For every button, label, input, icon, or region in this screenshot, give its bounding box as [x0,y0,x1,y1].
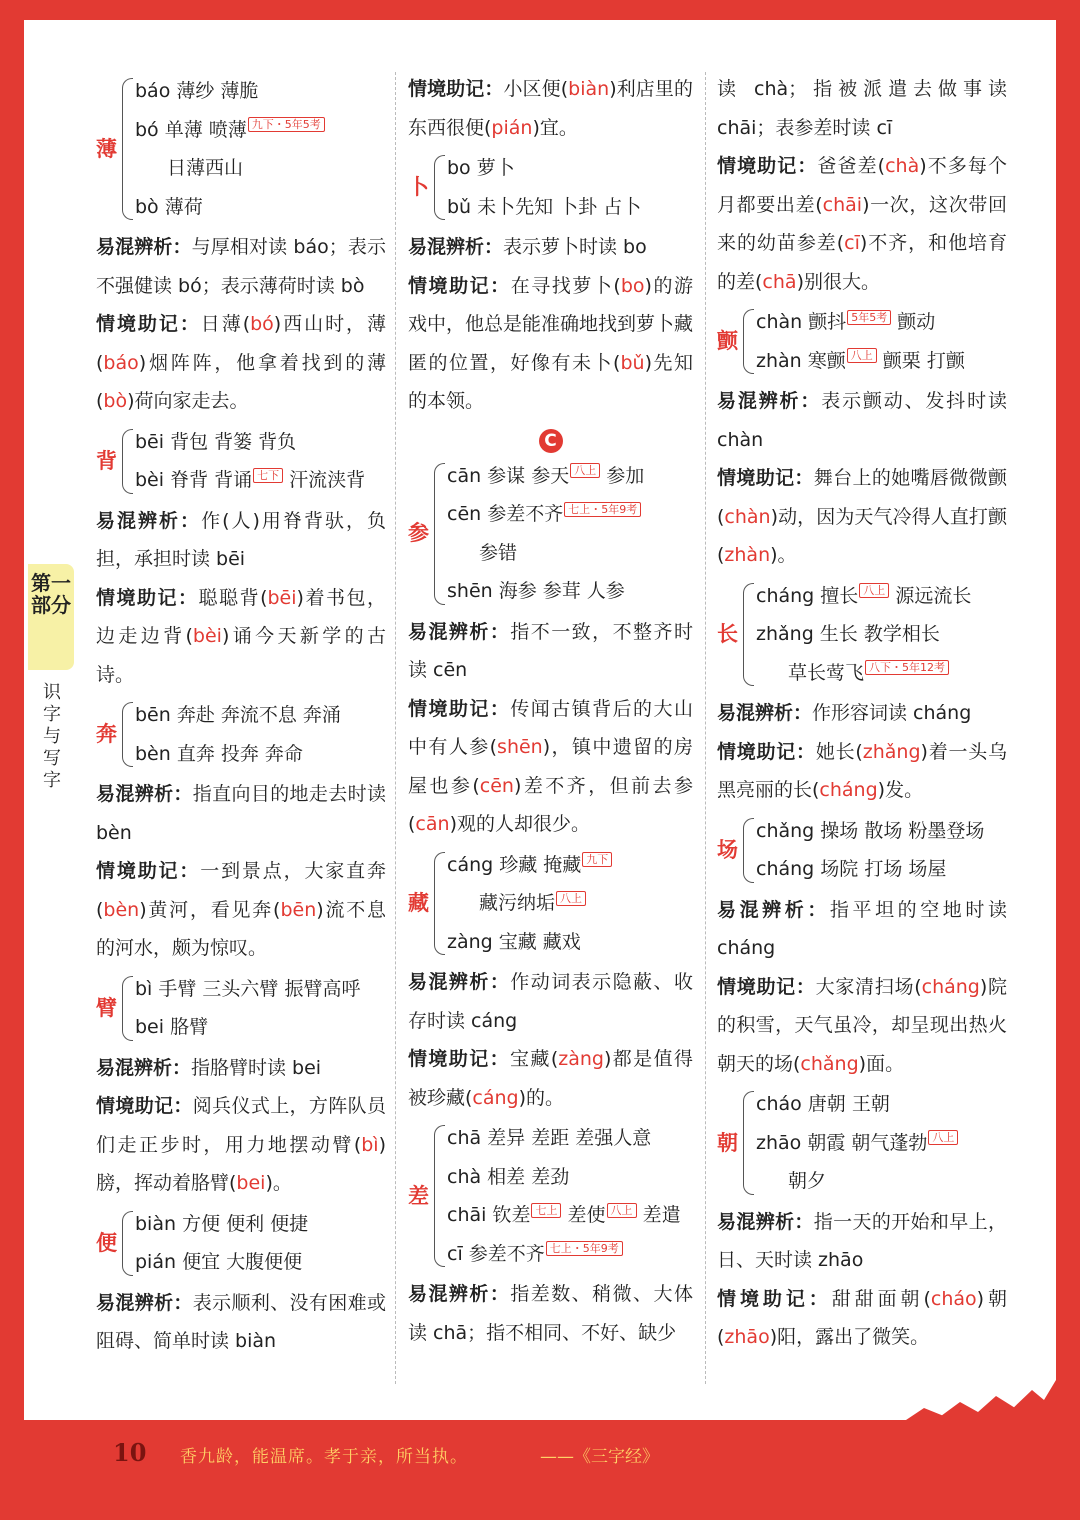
page-number: 10 [113,1438,147,1467]
reading-line: cēn 参差不齐 七上・5年9考 [447,495,693,534]
reading-line: cháng 擅长 八上 源远流长 [756,584,972,607]
reading-line: chà 相差 差劲 [447,1165,570,1188]
exam-tag: 九下 [582,852,612,867]
reading-line: 藏污纳垢 八上 [447,884,693,923]
column-1 [96,70,386,1361]
head-char: 薄 [96,136,117,161]
confusion-note: 易混辨析：表示萝卜时读 bo [408,236,647,258]
head-char: 背 [96,448,117,473]
exam-tag: 八上 [570,463,600,478]
memory-note: 情境助记：在寻找萝卜(bo)的游戏中，他总是能准确地找到萝卜藏匿的位置，好像有未卜(bǔ)先知的本领。 [408,274,694,412]
confusion-note-continued: 读 chà；指被派遣去做事读 chāi；表参差时读 cī [717,78,1007,139]
confusion-note: 易混辨析：指平坦的空地时读 cháng [717,898,1007,959]
exam-tag: 七上・5年9考 [564,502,641,517]
exam-tag: 5年5考 [847,310,891,325]
reading-line: zàng 宝藏 藏戏 [447,930,581,953]
reading-line: bò 薄荷 [135,195,203,218]
column-3 [717,70,1007,1357]
exam-tag: 九下・5年5考 [248,117,325,132]
entry-can [408,457,693,611]
part-tab: 第一部分 [28,564,74,670]
memory-note: 情境助记：日薄(bó)西山时，薄(báo)烟阵阵，他拿着找到的薄(bò)荷向家走去。 [96,313,386,412]
exam-tag: 七上・5年9考 [546,1241,623,1256]
exam-tag: 七上 [531,1203,561,1218]
confusion-note: 易混辨析：指差数、稍微、大体读 chā；指不相同、不好、缺少 [408,1283,693,1344]
head-char: 朝 [717,1130,738,1155]
confusion-note: 易混辨析：作形容词读 cháng [717,702,972,724]
head-char: 参 [408,521,429,546]
reading-line: biàn 方便 便利 便捷 [135,1212,309,1235]
entry-cha [408,1119,693,1273]
reading-line: cān 参谋 参天 八上 参加 [447,464,645,487]
reading-line: zhàn 寒颤 八上 颤栗 打颤 [756,349,965,372]
brace [434,852,445,956]
column-divider [395,72,396,1384]
reading-line: 日薄西山 [167,157,244,179]
reading-line: 参错 [479,541,518,564]
reading-line: báo 薄纱 薄脆 [135,80,259,102]
reading-line: cī 参差不齐 七上・5年9考 [447,1235,693,1274]
reading-line: bǔ 未卜先知 卜卦 占卜 [447,195,642,218]
confusion-note: 易混辨析：指一天的开始和早上，日、天时读 zhāo [717,1210,1007,1271]
memory-note: 情境助记：舞台上的她嘴唇微微颤(chàn)动，因为天气冷得人直打颤(zhàn)。 [717,467,1007,566]
reading-line: shēn 海参 参茸 人参 [447,580,625,602]
reading-line: cáng 珍藏 掩藏 九下 [447,846,693,885]
memory-note: 情境助记：甜甜面朝(cháo)朝(zhāo)阳，露出了微笑。 [717,1287,1007,1348]
head-char: 场 [717,837,738,862]
reading-line: bei 胳臂 [135,1016,209,1038]
brace [434,463,445,605]
entry-bao [96,72,386,226]
exam-tag: 七下 [253,468,283,483]
exam-tag: 八上 [847,348,877,363]
reading-line: chǎng 操场 散场 粉墨登场 [756,819,985,842]
memory-note: 情境助记：大家清扫场(cháng)院的积雪，天气虽冷，却呈现出热火朝天的场(chǎng)面。 [717,975,1007,1075]
head-char: 颤 [717,329,738,354]
head-char: 臂 [96,995,117,1020]
page-footer [0,1430,1080,1480]
memory-note: 情境助记：传闻古镇背后的大山中有人参(shēn)，镇中遗留的房屋也参(cēn)差不齐，但前去参(cān)观的人却很少。 [408,697,693,835]
brace [122,976,133,1041]
entry-bei [96,423,386,500]
footer-quote: 香九龄，能温席。孝于亲，所当执。 [180,1447,468,1467]
column-2 [408,70,693,1352]
reading-line: chāi 钦差 七上 差使 八上 差遣 [447,1203,681,1226]
confusion-note: 易混辨析：与厚相对读 báo；表示不强健读 bó；表示薄荷时读 bò [96,236,386,297]
exam-tag: 八上 [607,1203,637,1218]
reading-line: bēn 奔赴 奔流不息 奔涌 [135,704,341,726]
head-char: 便 [96,1230,117,1255]
exam-tag: 八上 [859,583,889,598]
confusion-note: 易混辨析：指直向目的地走去时读 bèn [96,783,386,844]
confusion-note: 易混辨析：指胳臂时读 bei [96,1056,322,1079]
brace [122,78,133,220]
brace [434,155,445,220]
brace [122,1211,133,1276]
head-char: 长 [717,622,738,646]
footer-source: ——《三字经》 [540,1447,659,1467]
confusion-note: 易混辨析：指不一致，不整齐时读 cēn [408,620,693,681]
confusion-note: 易混辨析：作动词表示隐蔽、收存时读 cáng [408,971,693,1032]
entry-chang2 [717,812,1007,889]
brace [743,818,754,883]
confusion-note: 易混辨析：表示顺利、没有困难或阻碍、简单时读 biàn [96,1291,386,1352]
reading-line: chā 差异 差距 差强人意 [447,1127,652,1149]
entry-chao [717,1085,1007,1201]
entry-bi [96,970,386,1047]
column-divider [705,72,706,1384]
exam-tag: 八下・5年12考 [865,660,949,675]
reading-line: 朝夕 [788,1170,827,1192]
brace [122,429,133,494]
section-title: 识字与写字 [43,682,61,791]
head-char: 差 [408,1183,429,1208]
brace [434,1125,445,1267]
brace [743,309,754,374]
entry-chang [717,577,1007,693]
entry-bian [96,1205,386,1282]
entry-cang [408,846,693,962]
memory-note: 情境助记：宝藏(zàng)都是值得被珍藏(cáng)的。 [408,1048,693,1109]
exam-tag: 八上 [928,1130,958,1145]
reading-line: bì 手臂 三头六臂 振臂高呼 [135,977,361,1000]
reading-line: zhāo 朝霞 朝气蓬勃 八上 [756,1124,1007,1163]
reading-line: pián 便宜 大腹便便 [135,1251,303,1273]
memory-note: 情境助记：阅兵仪式上，方阵队员们走正步时，用力地摆动臂(bì)膀，挥动着胳臂(bei)。 [96,1095,386,1194]
memory-note: 情境助记：小区便(biàn)利店里的东西很便(pián)宜。 [408,78,693,139]
reading-line: bèn 直奔 投奔 奔命 [135,742,303,765]
reading-line: zhǎng 生长 教学相长 [756,623,940,645]
section-letter: C [539,429,563,453]
reading-line: bo 萝卜 [447,157,515,179]
head-char: 藏 [408,891,429,915]
reading-line: bó 单薄 喷薄 九下・5年5考 [135,111,386,150]
entry-ben [96,696,386,773]
head-char: 卜 [408,175,429,200]
reading-line: chàn 颤抖 5年5考 颤动 [756,310,936,333]
entry-bu [408,149,693,226]
head-char: 奔 [96,722,117,747]
memory-note: 情境助记：一到景点，大家直奔(bèn)黄河，看见奔(bēn)流不息的河水，颇为惊叹。 [96,860,386,959]
memory-note: 情境助记：她长(zhǎng)着一头乌黑亮丽的长(cháng)发。 [717,740,1007,801]
memory-note: 情境助记：爸爸差(chà)不多每个月都要出差(chāi)一次，这次带回来的幼苗参差(cī)不齐，和他培育的差(chā)别很大。 [717,155,1007,293]
entry-chan [717,303,1007,380]
reading-line: bèi 脊背 背诵 七下 汗流浃背 [135,468,366,491]
reading-line: bēi 背包 背篓 背负 [135,430,297,453]
brace [743,583,754,687]
confusion-note: 易混辨析：作(人)用脊背驮，负担，承担时读 bēi [96,509,386,570]
brace [122,702,133,767]
memory-note: 情境助记：聪聪背(bēi)着书包，边走边背(bèi)诵今天新学的古诗。 [96,586,386,686]
confusion-note: 易混辨析：表示颤动、发抖时读 chàn [717,390,1007,451]
reading-line: cháng 场院 打场 场屋 [756,858,947,880]
exam-tag: 八上 [556,891,586,906]
reading-line: cháo 唐朝 王朝 [756,1093,890,1115]
brace [743,1091,754,1195]
reading-line: 草长莺飞 八下・5年12考 [756,654,1007,693]
